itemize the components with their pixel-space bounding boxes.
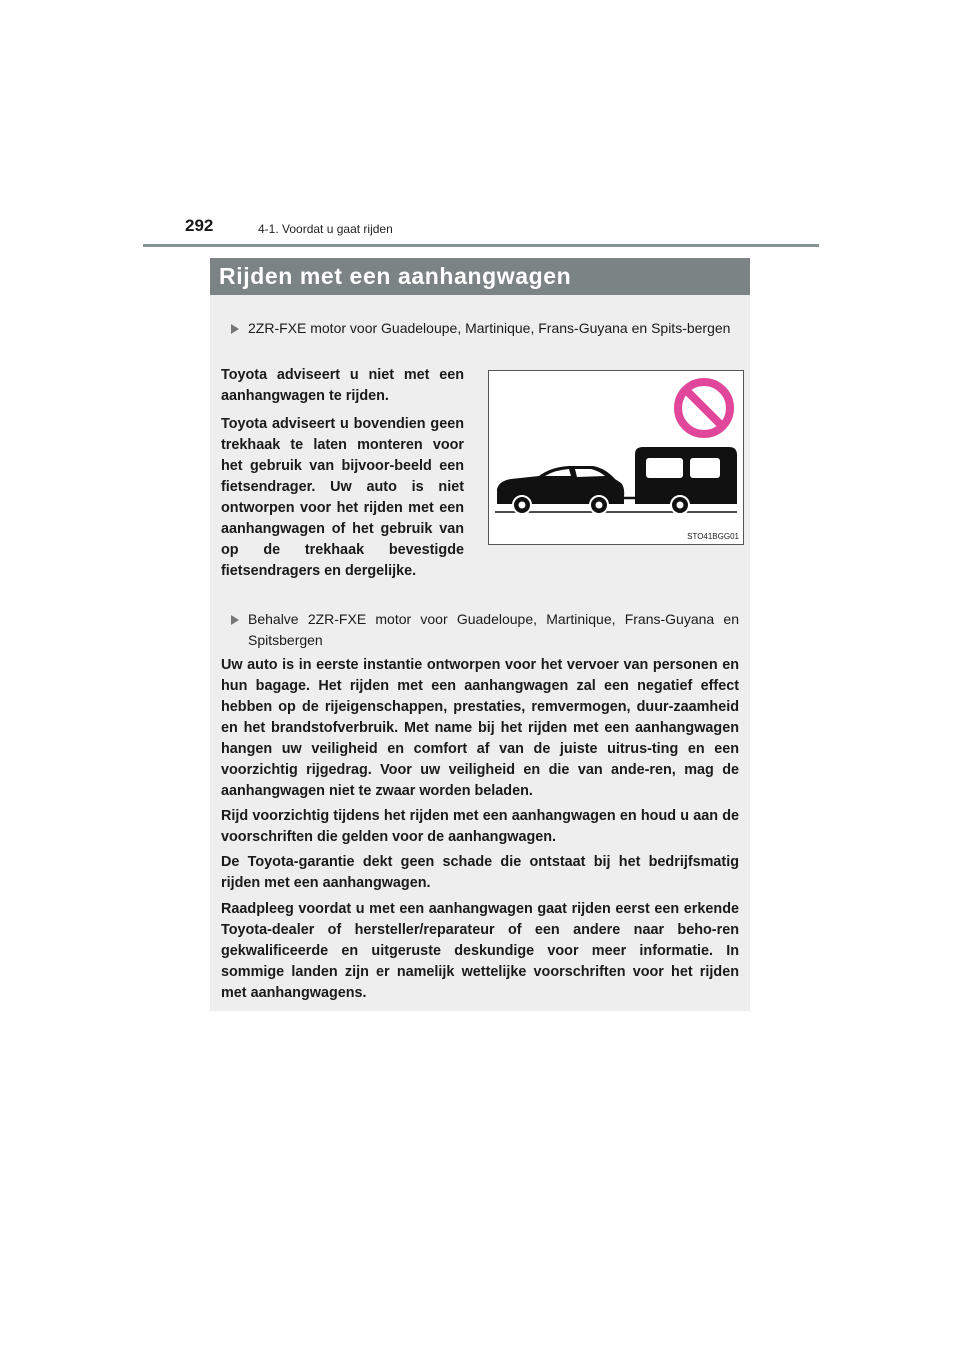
paragraph: Raadpleeg voordat u met een aanhangwagen gaat rijden eerst een erkende Toyota-dealer of hersteller/reparateur of een andere naar beho-ren gekwalificeerde en uitgeruste deskundige voor meer informatie. In sommige landen zijn er namelijk wettelijke voorschriften voor het rijden met aanhangwagens. [221,901,739,1001]
bullet-item [231,318,739,339]
bullet-text: Behalve 2ZR-FXE motor voor Guadeloupe, Martinique, Frans-Guyana en Spitsbergen [248,611,739,648]
arrow-bullet-icon [231,324,239,334]
paragraph: Toyota adviseert u bovendien geen trekhaak te laten monteren voor het gebruik van bijvoor-beeld een fietsendrager. Uw auto is niet ontworpen voor het rijden met een aanhangwagen of het gebruik van op de trekhaak bevestigde fietsendragers en dergelijke. [221,416,464,579]
section-label: 4-1. Voordat u gaat rijden [258,222,393,236]
bullet-item [231,609,739,651]
paragraph: De Toyota-garantie dekt geen schade die ontstaat bij het bedrijfsmatig rijden met een aanhangwagen. [221,854,739,891]
content-box [210,295,750,1011]
paragraph: Toyota adviseert u niet met een aanhangwagen te rijden. [221,367,464,404]
paragraph: Rijd voorzichtig tijdens het rijden met een aanhangwagen en houd u aan de voorschriften die gelden voor de aanhangwagen. [221,808,739,845]
paragraph: Uw auto is in eerste instantie ontworpen voor het vervoer van personen en hun bagage. Het rijden met een aanhangwagen zal een negatief effect hebben op de rijeigenschappen, prestaties, remvermogen, duur-zaamheid en het brandstofverbruik. Met name bij het rijden met een aanhangwagen hangen uw veiligheid en comfort af van de juiste uitrus-ting en een voorzichtig rijgedrag. Voor uw veiligheid en die van ande-ren, mag de aanhangwagen niet te zwaar worden beladen. [221,657,739,799]
arrow-bullet-icon [231,615,239,625]
bullet-text: 2ZR-FXE motor voor Guadeloupe, Martinique, Frans-Guyana en Spits-bergen [248,320,731,336]
page-number: 292 [185,216,214,235]
left-column-text [221,365,464,589]
figure-code: STO41BGG01 [687,532,739,541]
no-trailer-prohibition-icon [489,371,743,544]
title-bar [210,258,750,295]
header-rule [143,244,819,247]
page-title: Rijden met een aanhangwagen [219,263,572,289]
trailer-illustration [488,370,744,545]
